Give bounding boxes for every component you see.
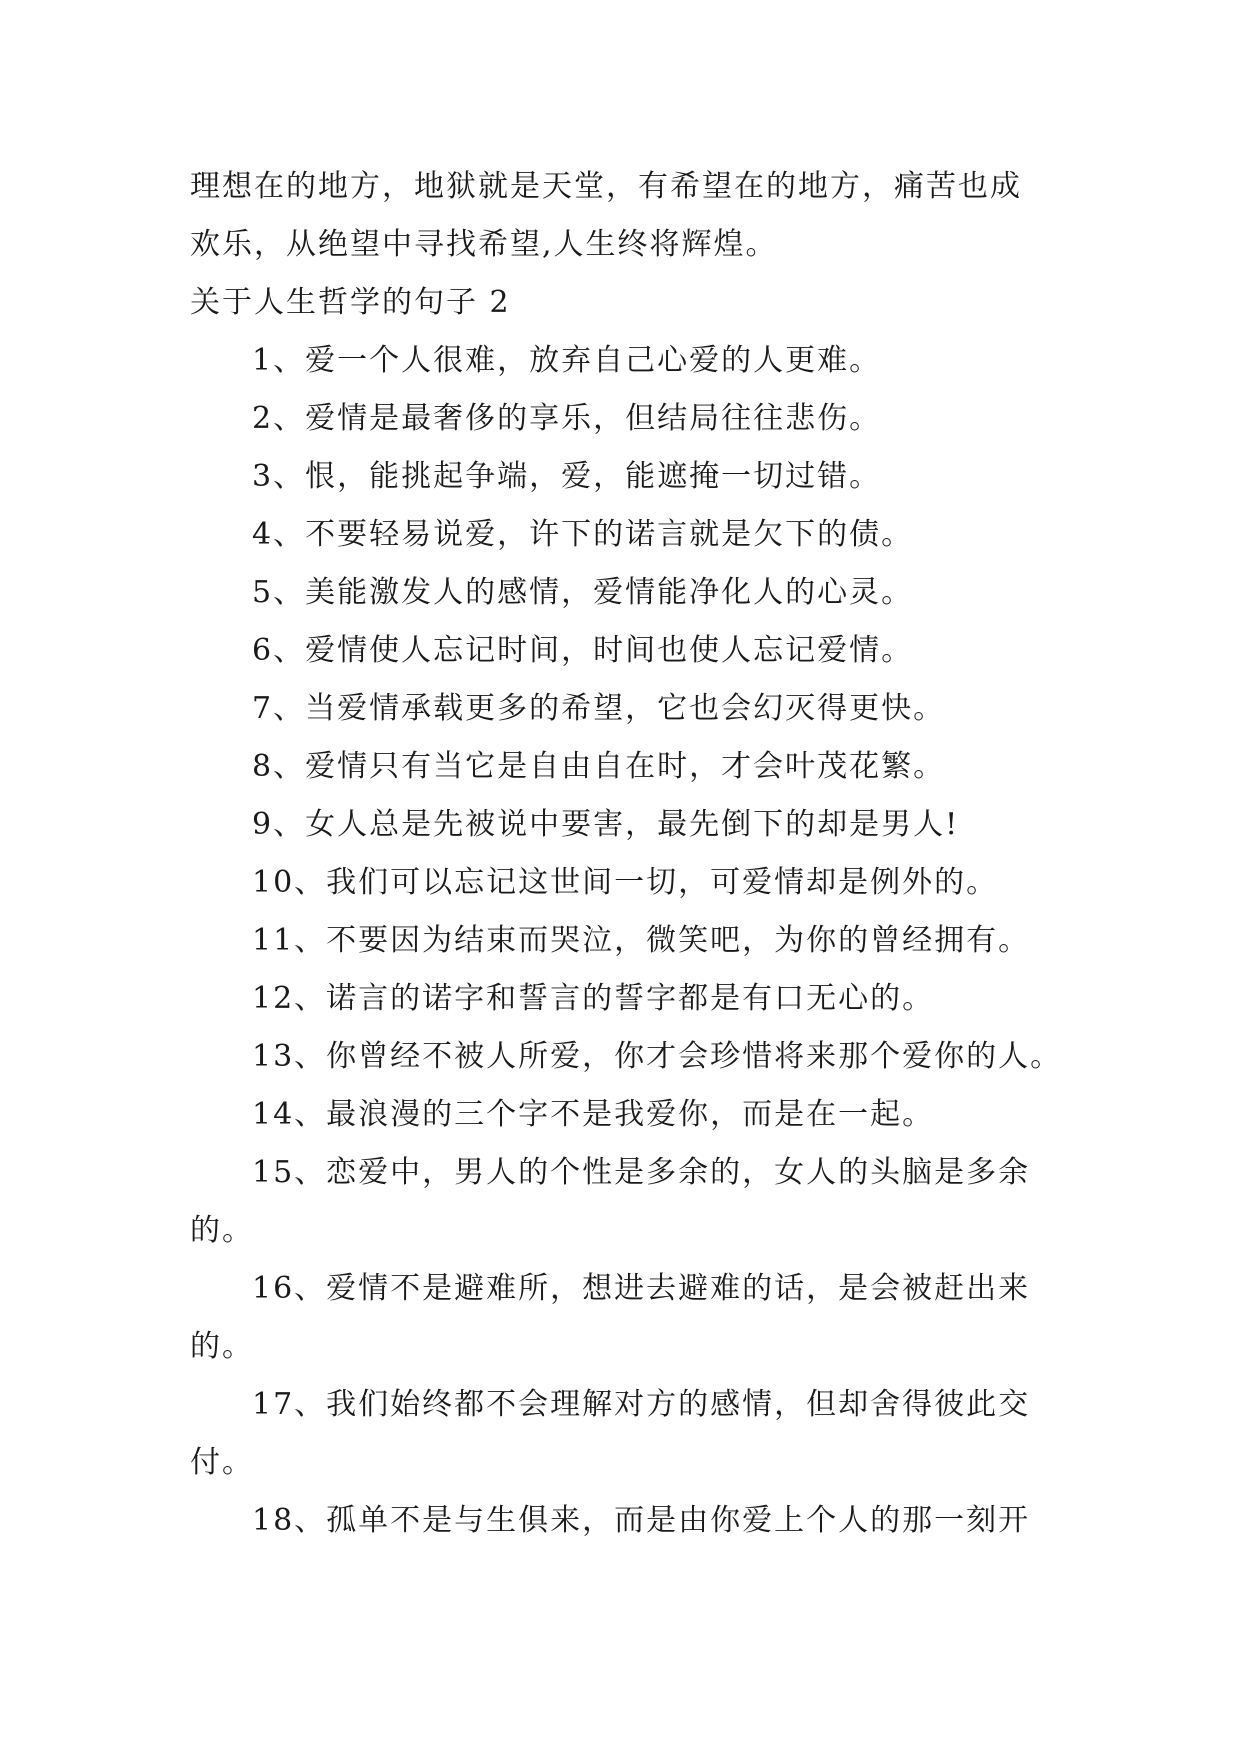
list-item: 8、爱情只有当它是自由自在时，才会叶茂花繁。 (252, 749, 946, 784)
list-item: 12、诺言的诺字和誓言的誓字都是有口无心的。 (252, 981, 935, 1016)
intro-line-2: 欢乐，从绝望中寻找希望,人生终将辉煌。 (190, 227, 778, 262)
list-item: 15、恋爱中，男人的个性是多余的，女人的头脑是多余 (252, 1155, 1031, 1190)
list-item: 4、不要轻易说爱，许下的诺言就是欠下的债。 (252, 517, 914, 552)
list-item: 6、爱情使人忘记时间，时间也使人忘记爱情。 (252, 633, 914, 668)
list-item: 9、女人总是先被说中要害，最先倒下的却是男人! (252, 807, 960, 842)
list-item-continuation: 的。 (190, 1213, 254, 1248)
section-title: 关于人生哲学的句子 2 (190, 285, 511, 320)
intro-line-1: 理想在的地方，地狱就是天堂，有希望在的地方，痛苦也成 (190, 169, 1022, 204)
list-item: 16、爱情不是避难所，想进去避难的话，是会被赶出来 (252, 1271, 1031, 1306)
list-item: 13、你曾经不被人所爱，你才会珍惜将来那个爱你的人。 (252, 1039, 1063, 1074)
list-item: 5、美能激发人的感情，爱情能净化人的心灵。 (252, 575, 914, 610)
list-item: 2、爱情是最奢侈的享乐，但结局往往悲伤。 (252, 401, 882, 436)
document-body (190, 158, 1070, 1550)
list-item: 3、恨，能挑起争端，爱，能遮掩一切过错。 (252, 459, 882, 494)
list-item-continuation: 的。 (190, 1329, 254, 1364)
list-item: 14、最浪漫的三个字不是我爱你，而是在一起。 (252, 1097, 935, 1132)
list-item: 7、当爱情承载更多的希望，它也会幻灭得更快。 (252, 691, 946, 726)
list-item: 11、不要因为结束而哭泣，微笑吧，为你的曾经拥有。 (252, 923, 1031, 958)
list-item: 10、我们可以忘记这世间一切，可爱情却是例外的。 (252, 865, 999, 900)
list-item-continuation: 付。 (190, 1445, 254, 1480)
list-item: 18、孤单不是与生俱来，而是由你爱上个人的那一刻开 (252, 1503, 1031, 1538)
list-item: 1、爱一个人很难，放弃自己心爱的人更难。 (252, 343, 882, 378)
list-item: 17、我们始终都不会理解对方的感情，但却舍得彼此交 (252, 1387, 1031, 1422)
